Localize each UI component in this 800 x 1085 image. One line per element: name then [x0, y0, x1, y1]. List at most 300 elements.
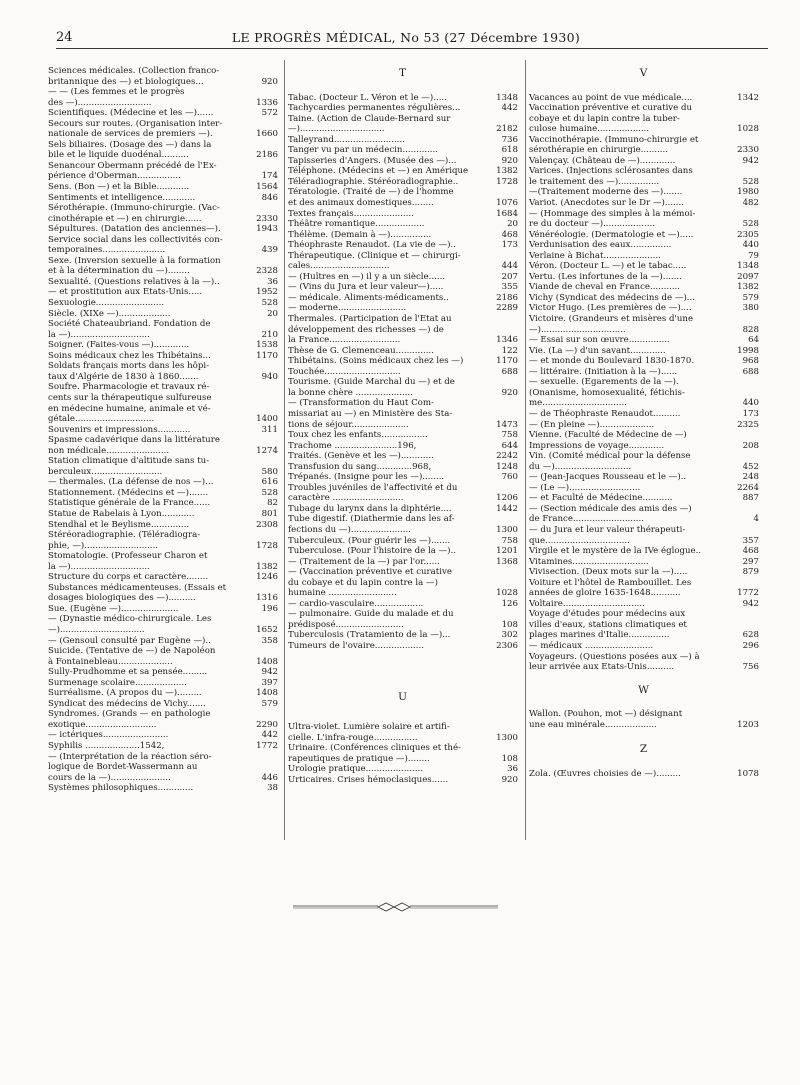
index-entry	[288, 620, 518, 631]
page-header	[56, 30, 756, 46]
entry-page: 196	[261, 603, 278, 614]
section-letter-t: T	[398, 67, 407, 79]
entry-page: 108	[501, 619, 518, 630]
index-entry	[48, 404, 278, 415]
entry-page: 2328	[256, 266, 278, 277]
index-entry	[288, 198, 518, 209]
index-entry	[529, 103, 759, 114]
entry-page: 2289	[496, 303, 518, 314]
section-letter-v: V	[639, 67, 649, 79]
index-entry	[48, 361, 278, 372]
entry-page: 358	[261, 635, 278, 646]
entry-text: Voiture et l'hôtel de Rambouillet. Les	[529, 577, 692, 588]
entry-page: 528	[261, 487, 278, 498]
index-entry	[529, 567, 759, 578]
index-entry	[288, 103, 518, 114]
entry-text: phie, —)...........................	[48, 540, 159, 551]
entry-text: une eau minérale...................	[529, 719, 657, 730]
entry-text: Sexuologie.........................	[48, 298, 165, 309]
index-entry	[288, 388, 518, 399]
entry-text: — (Section médicale des amis des —)	[529, 503, 692, 514]
index-entry	[48, 604, 278, 615]
index-entry	[48, 520, 278, 531]
index-entry	[529, 187, 759, 198]
index-entry	[288, 166, 518, 177]
index-entry	[48, 614, 278, 625]
index-entry	[288, 525, 518, 536]
entry-page: 2330	[737, 145, 759, 156]
index-entry	[529, 709, 759, 720]
entry-page: 1348	[496, 92, 518, 103]
entry-text: — (Huîtres en —) il y a un siècle......	[288, 271, 446, 282]
entry-page: 920	[501, 774, 518, 785]
index-entry	[48, 287, 278, 298]
index-entry	[288, 599, 518, 610]
index-entry	[48, 435, 278, 446]
index-entry	[288, 261, 518, 272]
entry-page: 82	[267, 498, 278, 509]
entry-text: — littéraire. (Initiation à la —)......	[529, 366, 678, 377]
entry-page: 940	[261, 371, 278, 382]
entry-page: 942	[742, 598, 759, 609]
entry-page: 1564	[256, 182, 278, 193]
entry-text: Voyage d'études pour médecins aux	[529, 609, 686, 620]
index-entry	[288, 441, 518, 452]
entry-text: Structure du corps et caractère........	[48, 572, 209, 583]
entry-page: 440	[742, 240, 759, 251]
index-entry	[529, 504, 759, 515]
index-entry	[529, 720, 759, 731]
entry-text: leur arrivée aux Etats-Unis..........	[529, 662, 675, 673]
entry-text: — et prostitution aux Etats-Unis.....	[48, 287, 203, 298]
entry-page: 1246	[256, 572, 278, 583]
entry-text: Syndicat des médecins de Vichy.......	[48, 698, 206, 709]
entry-page: 942	[742, 155, 759, 166]
entry-page: 36	[507, 764, 518, 775]
entry-text: — du Jura et leur valeur thérapeuti-	[529, 524, 686, 535]
entry-text: Vaccination préventive et curative du	[529, 103, 693, 114]
entry-page: 579	[742, 292, 759, 303]
entries-v	[529, 93, 759, 673]
entry-text: Vienne. (Faculté de Médecine de —)	[529, 430, 687, 441]
index-entry	[288, 145, 518, 156]
index-entry	[288, 251, 518, 262]
entry-page: 628	[742, 630, 759, 641]
index-entry	[48, 235, 278, 246]
index-entry	[48, 382, 278, 393]
entry-text: Service social dans les collectivités con-	[48, 234, 223, 245]
index-entry	[48, 530, 278, 541]
entry-text: —)...............................	[529, 324, 626, 335]
index-entry	[529, 124, 759, 135]
index-entry	[529, 420, 759, 431]
index-entry	[529, 430, 759, 441]
index-entry	[288, 356, 518, 367]
running-title: LE PROGRÈS MÉDICAL, No 53 (27 Décembre 1930)	[231, 30, 581, 45]
entry-text: Soufre. Pharmacologie et travaux ré-	[48, 382, 210, 393]
entry-text: —)...............................	[288, 124, 385, 135]
index-entry	[288, 754, 518, 765]
index-entry	[288, 430, 518, 441]
entry-page: 482	[742, 198, 759, 209]
entry-text: bile et le liquide duodénal..........	[48, 150, 189, 161]
entry-page: 1028	[496, 588, 518, 599]
entry-text: cinothérapie et —) en chirurgie......	[48, 213, 202, 224]
index-entry	[48, 298, 278, 309]
entry-text: la —).............................	[48, 561, 150, 572]
entry-page: 1274	[256, 445, 278, 456]
index-entry	[288, 187, 518, 198]
entry-text: berculeux..........................	[48, 466, 163, 477]
index-entry	[288, 209, 518, 220]
entry-text: Vaccinothérapie. (Immuno-chirurgie et	[529, 134, 699, 145]
entry-page: 296	[742, 640, 759, 651]
index-entry	[288, 135, 518, 146]
entry-page: 1952	[256, 287, 278, 298]
index-entry	[529, 398, 759, 409]
index-entry	[529, 451, 759, 462]
entry-page: 1348	[737, 261, 759, 272]
index-entry	[48, 572, 278, 583]
index-entry	[48, 425, 278, 436]
index-entry	[288, 177, 518, 188]
index-entry	[48, 657, 278, 668]
entry-text: du —)............................	[529, 461, 632, 472]
entry-text: Vénéréologie. (Dermatologie et —).....	[529, 229, 694, 240]
entry-text: —(Traitement moderne des —).......	[529, 187, 683, 198]
index-entry	[529, 261, 759, 272]
entry-text: Sexe. (Inversion sexuelle à la formation	[48, 255, 221, 266]
entry-text: Thérapeutique. (Clinique et — chirurgi-	[288, 250, 461, 261]
index-entry	[288, 546, 518, 557]
index-entry	[529, 514, 759, 525]
entry-page: 920	[501, 155, 518, 166]
entry-text: périence d'Oberman................	[48, 171, 181, 182]
index-entry	[288, 282, 518, 293]
entry-text: Syndromes. (Grands — en pathologie	[48, 709, 211, 720]
entry-text: Soldats français morts dans les hôpi-	[48, 361, 209, 372]
entry-page: 1772	[256, 741, 278, 751]
entry-page: 1998	[737, 345, 759, 356]
entry-text: Systèmes philosophiques.............	[48, 783, 194, 794]
section-letter-z: Z	[639, 743, 649, 756]
entry-page: 446	[261, 772, 278, 783]
entry-text: Stéréoradiographie. (Téléradiogra-	[48, 530, 201, 541]
entry-text: Scientifiques. (Médecine et les —)......	[48, 108, 214, 119]
entry-page: 1728	[256, 540, 278, 551]
entry-page: 108	[501, 753, 518, 764]
index-entry	[48, 446, 278, 457]
entry-text: Talleyrand..........................	[288, 134, 405, 145]
entry-text: caractère ..........................	[288, 493, 404, 504]
header-rule	[56, 48, 768, 49]
entry-text: plages marines d'Italie...............	[529, 630, 670, 641]
index-entry	[529, 599, 759, 610]
entry-text: nationale de services de premiers —).	[48, 129, 213, 140]
entry-text: tions de séjour.....................	[288, 419, 409, 430]
index-entry	[48, 667, 278, 678]
entry-text: Sentiments et intelligence............	[48, 192, 196, 203]
entry-page: 2308	[256, 519, 278, 530]
entry-text: Stomatologie. (Professeur Charon et	[48, 551, 208, 562]
index-entry	[529, 388, 759, 399]
index-entry	[529, 367, 759, 378]
entry-text: prédisposé.........................	[288, 619, 404, 630]
entries-w	[529, 709, 759, 730]
entry-text: Troubles juvéniles de l'affectivité et du	[288, 482, 458, 493]
entry-page: 20	[507, 219, 518, 230]
index-entry	[529, 472, 759, 483]
entry-text: Vin. (Comité médical pour la défense	[529, 451, 691, 462]
index-entry	[529, 303, 759, 314]
index-entry	[529, 620, 759, 631]
entry-page: 302	[501, 630, 518, 641]
entry-text: villes d'eaux, stations climatiques et	[529, 619, 687, 630]
entry-page: 1400	[256, 414, 278, 425]
index-entry	[529, 219, 759, 230]
entry-page: 442	[261, 730, 278, 741]
entry-text: années de gloire 1635-1648...........	[529, 588, 681, 599]
index-entry	[288, 567, 518, 578]
index-entry	[529, 156, 759, 167]
index-entry	[48, 309, 278, 320]
entry-text: Trépanés. (Insigne pour les —)........	[288, 472, 445, 483]
entry-text: cours de la —)......................	[48, 772, 171, 783]
entry-page: 397	[261, 677, 278, 688]
index-entry	[48, 583, 278, 594]
index-entry	[48, 330, 278, 341]
entry-page: 1652	[256, 624, 278, 635]
entry-text: Thélème. (Demain à —)...............	[288, 229, 432, 240]
page-number: 24	[56, 30, 73, 45]
entry-text: Verlaine à Bichat.....................	[529, 250, 661, 261]
entry-text: — (En pleine —)....................	[529, 419, 655, 430]
entry-text: Tubage du larynx dans la diphtérie....	[288, 503, 452, 514]
index-entry	[48, 720, 278, 731]
entry-page: 828	[742, 324, 759, 335]
entry-text: Tuberculeux. (Pour guérir les —).......	[288, 535, 451, 546]
index-entry	[529, 166, 759, 177]
index-entry	[48, 488, 278, 499]
entry-text: Tabac. (Docteur L. Véron et le —).....	[288, 92, 447, 103]
index-column-t-u	[288, 66, 518, 785]
index-column-s	[48, 66, 278, 794]
index-entry	[288, 325, 518, 336]
entry-text: — (Vaccination préventive et curative	[288, 567, 452, 578]
entry-text: à Fontainebleau....................	[48, 656, 173, 667]
entry-page: 1442	[496, 503, 518, 514]
index-entry	[288, 230, 518, 241]
index-entry	[48, 119, 278, 130]
entry-page: 1408	[256, 688, 278, 699]
entry-page: 1201	[496, 546, 518, 557]
entry-page: 688	[742, 366, 759, 377]
entry-page: 879	[742, 567, 759, 578]
entry-page: 1076	[496, 198, 518, 209]
entry-text: Soins médicaux chez les Thibétains...	[48, 350, 211, 361]
entry-page: 2186	[256, 150, 278, 161]
entry-page: 208	[742, 440, 759, 451]
entry-page: 2182	[496, 124, 518, 135]
entry-page: 1684	[496, 208, 518, 219]
entry-text: britannique des —) et biologiques...	[48, 76, 204, 87]
entry-text: Ultra-violet. Lumière solaire et artifi-	[288, 722, 450, 733]
entry-text: missariat au —) en Ministère des Sta-	[288, 408, 453, 419]
entry-page: 2242	[496, 451, 518, 462]
index-entry	[288, 483, 518, 494]
index-entry	[529, 209, 759, 220]
entry-page: 2290	[256, 719, 278, 730]
entry-text: — Essai sur son œuvre...............	[529, 335, 670, 346]
entry-page: 2186	[496, 292, 518, 303]
index-entry	[529, 93, 759, 104]
entry-text: Sels biliaires. (Dosage des —) dans la	[48, 139, 212, 150]
entry-text: et des animaux domestiques........	[288, 198, 434, 209]
entry-text: — (Traitement de la —) par l'or......	[288, 556, 440, 567]
entry-text: Surmenage scolaire...................	[48, 677, 187, 688]
index-entry	[48, 709, 278, 720]
entry-page: 38	[267, 783, 278, 794]
entry-text: Suicide. (Tentative de —) de Napoléon	[48, 646, 216, 657]
entry-text: le traitement des —)...............	[529, 176, 660, 187]
index-entry	[288, 462, 518, 473]
entry-page: 1078	[737, 768, 759, 779]
entry-text: Thèse de G. Clemenceau..............	[288, 345, 434, 356]
entry-text: — (Jean-Jacques Rousseau et le —)..	[529, 472, 687, 483]
entry-page: 1473	[496, 419, 518, 430]
index-entry	[48, 140, 278, 151]
index-entry	[288, 609, 518, 620]
index-entry	[288, 472, 518, 483]
entry-page: 2264	[737, 482, 759, 493]
index-entry	[529, 641, 759, 652]
index-entry	[48, 256, 278, 267]
entry-text: des —)...........................	[48, 97, 152, 108]
entry-text: Sexualité. (Questions relatives à la —)..	[48, 276, 220, 287]
entry-text: Traités. (Genève et les —)............	[288, 451, 434, 462]
index-entry	[48, 193, 278, 204]
entry-text: Statistique générale de la France......	[48, 498, 211, 509]
entry-page: 580	[261, 466, 278, 477]
entry-page: 579	[261, 698, 278, 709]
entry-page: 2097	[737, 271, 759, 282]
index-entry	[48, 245, 278, 256]
entry-text: la —).............................	[48, 329, 150, 340]
entry-text: —)...............................	[48, 624, 145, 635]
index-entry	[48, 646, 278, 657]
index-entry	[288, 588, 518, 599]
index-entry	[529, 536, 759, 547]
index-entry	[48, 393, 278, 404]
column-divider	[525, 60, 526, 840]
entry-text: Valençay. (Château de —).............	[529, 155, 676, 166]
entry-text: — (Dynastie médico-chirurgicale. Les	[48, 614, 212, 625]
entry-page: 616	[261, 477, 278, 488]
entry-text: Sépultures. (Datation des anciennes—).	[48, 224, 221, 235]
entry-text: Siècle. (XIXe —)...................	[48, 308, 171, 319]
entry-text: — (Vins du Jura et leur valeur—).....	[288, 282, 444, 293]
index-entry	[529, 483, 759, 494]
entry-text: Impressions de voyage.............	[529, 440, 665, 451]
entry-text: Thermales. (Participation de l'Etat au	[288, 314, 452, 325]
index-entry	[48, 351, 278, 362]
index-entry	[288, 451, 518, 462]
entry-page: 122	[501, 345, 518, 356]
index-entry	[288, 420, 518, 431]
entry-text: — (Interprétation de la réaction séro-	[48, 751, 212, 762]
index-entry	[48, 171, 278, 182]
entry-text: Toux chez les enfants.................	[288, 430, 428, 441]
index-entry	[48, 773, 278, 784]
entry-text: — médicaux .........................	[529, 640, 654, 651]
entry-page: 1203	[737, 719, 759, 730]
index-entry	[288, 493, 518, 504]
entries-u	[288, 722, 518, 785]
entry-text: Vertu. (Les infortunes de la —).......	[529, 271, 682, 282]
entry-text: du cobaye et du lapin contre la —)	[288, 577, 438, 588]
index-entry	[288, 764, 518, 775]
entry-page: 1170	[496, 356, 518, 367]
index-entry	[529, 272, 759, 283]
entry-text: cents sur la thérapeutique sulfureuse	[48, 392, 212, 403]
entry-text: Souvenirs et impressions............	[48, 424, 191, 435]
entries-s	[48, 66, 278, 794]
entry-text: Station climatique d'altitude sans tu-	[48, 456, 210, 467]
index-entry	[48, 636, 278, 647]
entry-text: — et monde du Boulevard 1830-1870.	[529, 356, 695, 367]
entry-page: 207	[501, 271, 518, 282]
entry-text: Textes français......................	[288, 208, 414, 219]
entry-text: Senancour Obermann précédé de l'Ex-	[48, 160, 217, 171]
entry-page: 1342	[737, 92, 759, 103]
entry-text: de France..........................	[529, 514, 644, 525]
index-entry	[529, 314, 759, 325]
entry-page: 920	[501, 387, 518, 398]
entry-text: — thermales. (La défense de nos —)...	[48, 477, 214, 488]
index-entry	[288, 398, 518, 409]
entry-page: 355	[501, 282, 518, 293]
entry-page: 968	[742, 356, 759, 367]
entry-page: 173	[501, 240, 518, 251]
entry-page: 688	[501, 366, 518, 377]
index-entry	[288, 504, 518, 515]
index-entry	[529, 652, 759, 663]
entry-text: Sue. (Eugène —).....................	[48, 603, 179, 614]
index-entry	[288, 641, 518, 652]
index-entry	[529, 493, 759, 504]
entry-page: 1382	[737, 282, 759, 293]
index-entry	[48, 161, 278, 172]
index-entry	[48, 730, 278, 741]
entry-page: 311	[261, 424, 278, 435]
index-entry	[288, 367, 518, 378]
index-entry	[288, 335, 518, 346]
entry-text: Téléphone. (Médecins et —) en Amérique	[288, 166, 469, 177]
entry-page: 1300	[496, 732, 518, 743]
entry-text: Théophraste Renaudot. (La vie de —)..	[288, 240, 456, 251]
entry-page: 618	[501, 145, 518, 156]
index-entry	[529, 135, 759, 146]
entry-page: 758	[501, 430, 518, 441]
entry-page: 440	[742, 398, 759, 409]
entry-text: cales.............................	[288, 261, 390, 272]
entry-text: développement des richesses —) de	[288, 324, 444, 335]
entry-page: 126	[501, 598, 518, 609]
index-entry	[48, 741, 278, 752]
entry-text: Touchée............................	[288, 366, 401, 377]
entry-text: non médicale.......................	[48, 445, 170, 456]
entry-page: 64	[748, 335, 759, 346]
